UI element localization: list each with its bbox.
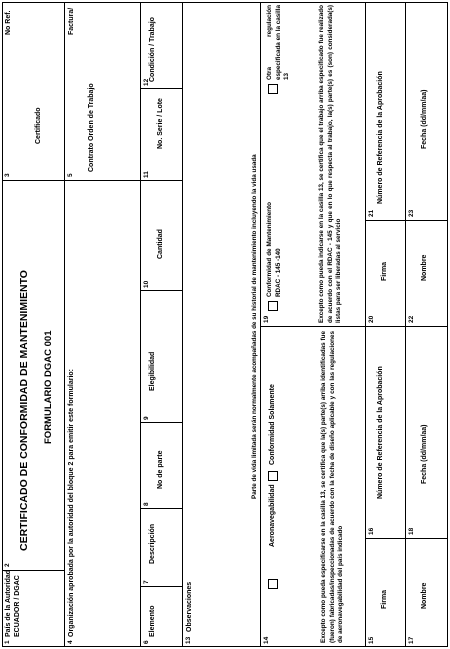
col6-number: 6 — [143, 640, 150, 644]
col12-number: 12 — [143, 78, 150, 86]
col7-number: 7 — [143, 580, 150, 584]
other-regulation-checkbox[interactable] — [268, 84, 278, 94]
box23-number: 23 — [408, 209, 415, 217]
maintenance-conformity-label: Conformidad de Mantenimiento RDAC - 145 -140 — [266, 202, 282, 297]
box19-number: 19 — [263, 315, 270, 323]
box16-number: 16 — [368, 527, 375, 535]
box14-statement: Excepto como pueda especificarse en la casilla 13, se certifica que la(s) parte(s) arriba identificadas fue (fueron) fabricadas/inspeccionadas de acuerdo con la fecha de diseño aplicable y con las regulaciones de aeronavegabilidad del país indicado — [320, 331, 344, 643]
col-part-number-label: No de parte — [157, 450, 164, 489]
country-authority-label: País de la Autoridad — [5, 569, 12, 637]
form-title: CERTIFICADO DE CONFORMIDAD DE MANTENIMIENTO — [18, 270, 30, 551]
name-label-left: Nombre — [421, 582, 428, 609]
box15-number: 15 — [368, 636, 375, 644]
approved-organization-label: Organización aprobada por la autoridad del bloque 2 para emitir este formulario: — [68, 369, 75, 637]
box20-number: 20 — [368, 315, 375, 323]
invoice-label: Factura/ — [68, 7, 75, 35]
approval-ref-label-right: Número de Referencia de la Aprobación — [377, 71, 384, 204]
box21-number: 21 — [368, 209, 375, 217]
col8-number: 8 — [143, 502, 150, 506]
name-label-right: Nombre — [421, 254, 428, 281]
form-subtitle: FORMULARIO DGAC 001 — [43, 330, 54, 444]
col9-number: 9 — [143, 416, 150, 420]
box5-number: 5 — [67, 173, 74, 177]
date-label-right: Fecha (dd/mm/aa) — [421, 89, 428, 149]
approval-ref-label-left: Número de Referencia de la Aprobación — [377, 366, 384, 499]
col-serial-lot-label: No. Serie / Lote — [157, 98, 164, 149]
col-element-label: Elemento — [149, 605, 156, 637]
box14-number: 14 — [263, 636, 270, 644]
box18-number: 18 — [408, 527, 415, 535]
life-limited-parts-note: Parte de vida limitada serán normalmente acompañadas de su historial de mantenimiento incluyendo la vida usada — [251, 154, 258, 499]
box19-statement: Excepto como pueda indicarse en la casilla 13, se certifica que el trabajo arriba especificado fue realizado de acuerdo con el RDAC - 145 y que en lo que respecta al trabajo, la(s) parte(s) es (son) considerada(s) listas para ser liberadas al servicio — [318, 5, 342, 323]
conformity-only-checkbox[interactable] — [268, 471, 278, 481]
box2-number: 2 — [4, 563, 11, 567]
col10-number: 10 — [143, 280, 150, 288]
col-condition-work-label: Condición / Trabajo — [149, 17, 156, 82]
certificate-label: Certificado — [35, 107, 42, 144]
observations-label: Observaciones — [186, 581, 193, 632]
reference-number-label: No Ref. — [5, 10, 12, 35]
box17-number: 17 — [408, 636, 415, 644]
col-description-label: Descripción — [149, 523, 156, 564]
box13-number: 13 — [185, 636, 192, 644]
maintenance-conformity-checkbox[interactable] — [268, 301, 278, 311]
airworthiness-checkbox[interactable] — [268, 579, 278, 589]
airworthiness-label: Aeronavegabilidad — [269, 484, 276, 547]
box1-number: 1 — [4, 640, 11, 644]
signature-label-left: Firma — [381, 589, 388, 609]
box22-number: 22 — [408, 315, 415, 323]
other-regulation-label: Otra regulación especificada en la casilla 13 — [266, 5, 290, 80]
work-order-label: Contrato Orden de Trabajo — [88, 83, 95, 172]
date-label-left: Fecha (dd/mm/aa) — [421, 424, 428, 484]
country-authority-value: ECUADOR / DGAC — [14, 575, 21, 637]
col-quantity-label: Cantidad — [157, 229, 164, 259]
col11-number: 11 — [143, 171, 150, 178]
box3-number: 3 — [4, 173, 11, 177]
col-eligibility-label: Elegibilidad — [149, 351, 156, 391]
conformity-only-label: Conformidad Solamente — [269, 384, 276, 465]
box4-number: 4 — [67, 640, 74, 644]
signature-label-right: Firma — [381, 261, 388, 281]
